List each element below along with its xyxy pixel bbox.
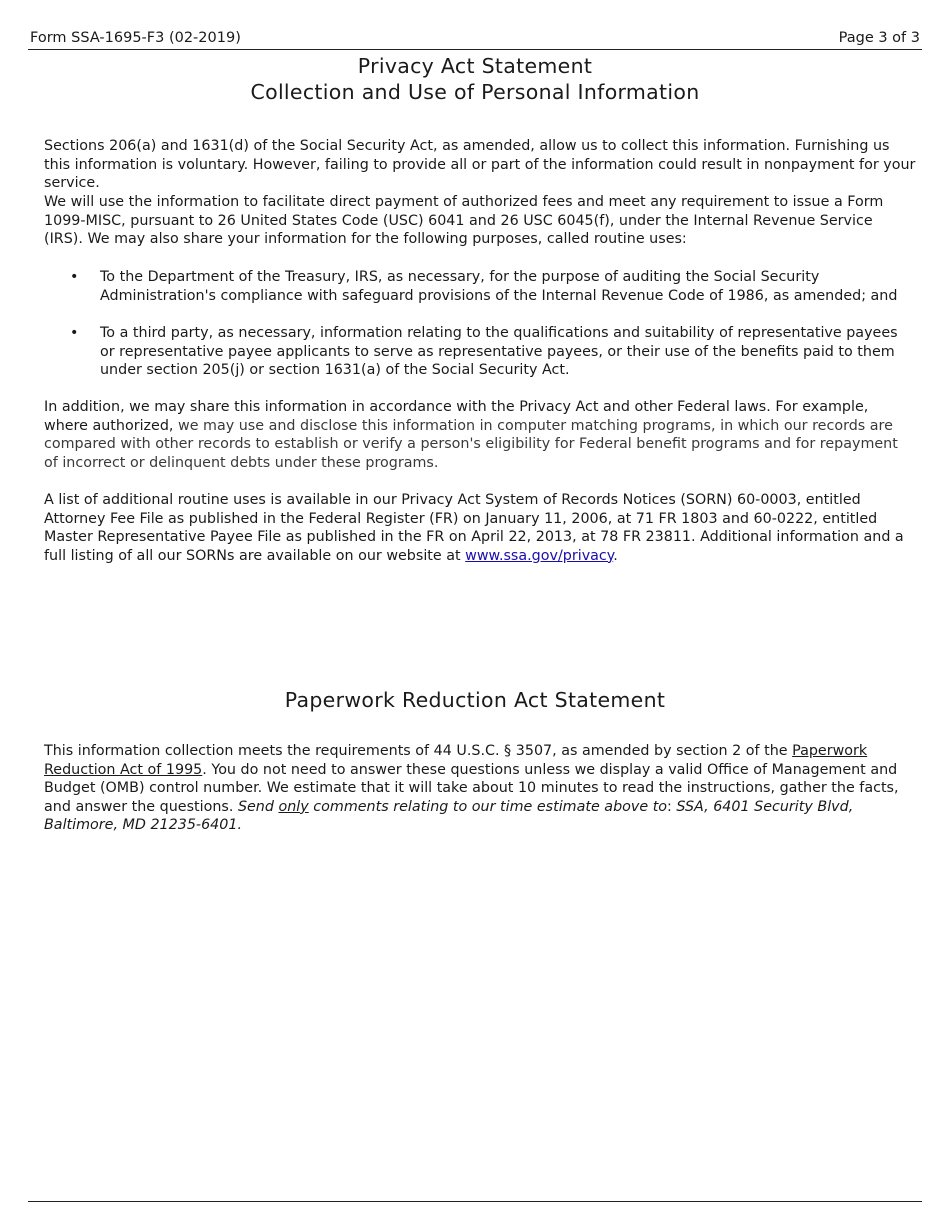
privacy-paragraph-uses: We will use the information to facilitate direct payment of authorized fees and meet any requirement to issue a Form 1099-MISC, pursuant to 26 United States Code (USC) 6041 and 26 USC 6045(f), under the Internal Revenue Service (IRS). We may also share your information for the following purposes, called routine uses: bbox=[44, 194, 884, 248]
paperwork-text-middle: . You do not need to answer these questions unless we display a valid Office of Management and Budget (OMB) control number. We estimate that it will take about 10 minutes to read the instructions, gather the facts, and answer the questions. bbox=[44, 761, 899, 815]
bullet-text: To the Department of the Treasury, IRS, as necessary, for the purpose of auditing the Social Security Administration's compliance with safeguard provisions of the Internal Revenue Code of 1986, as amended; and bbox=[100, 269, 898, 304]
sharing-text-rest: we may use and disclose this information in computer matching programs, in which our records are compared with other records to establish or verify a person's eligibility for Federal benefit programs and for repayment of incorrect or delinquent debts under these programs. bbox=[44, 417, 898, 471]
page-number: Page 3 of 3 bbox=[838, 30, 920, 46]
form-id: Form SSA-1695-F3 (02-2019) bbox=[30, 30, 241, 46]
comments-label: comments relating to our time estimate above to bbox=[308, 798, 668, 815]
privacy-paragraph-sorn bbox=[44, 491, 916, 565]
privacy-link[interactable]: www.ssa.gov/privacy bbox=[465, 547, 614, 564]
paperwork-text-start: This information collection meets the requirements of 44 U.S.C. § 3507, as amended by section 2 of the bbox=[44, 743, 793, 759]
privacy-paragraph-authority: Sections 206(a) and 1631(d) of the Social Security Act, as amended, allow us to collect this information. Furnishing us this information is voluntary. However, failing to provide all or part of the information could result in nonpayment for your service. bbox=[44, 138, 916, 192]
bullet-icon: • bbox=[70, 269, 79, 285]
privacy-subtitle: Collection and Use of Personal Information bbox=[250, 80, 700, 104]
mailing-address: SSA, 6401 Security Blvd, Baltimore, MD 21235-6401. bbox=[44, 798, 854, 834]
paperwork-act-reference: Paperwork Reduction Act of 1995 bbox=[44, 743, 868, 778]
footer-divider bbox=[28, 1201, 922, 1202]
sorn-text: A list of additional routine uses is available in our Privacy Act System of Records Notices (SORN) 60-0003, entitled Attorney Fee File as published in the Federal Register (FR) on January 11, 2006, at 71 FR 1803 and 60-0222, entitled Master Representative Payee File as published in the FR on April 22, 2013, at 78 FR 23811. Additional information and a full listing of all our SORNs are available on our website at bbox=[44, 492, 904, 564]
privacy-title: Privacy Act Statement bbox=[357, 54, 593, 78]
send-label: Send bbox=[237, 798, 279, 815]
paperwork-title: Paperwork Reduction Act Statement bbox=[284, 688, 666, 712]
sorn-text-end: . bbox=[613, 547, 618, 564]
bullet-text: To a third party, as necessary, information relating to the qualifications and suitability of representative payees or representative payee applicants to serve as representative payees, or their use of the benefits paid to them under section 205(j) or section 1631(a) of the Social Security Act. bbox=[100, 325, 898, 379]
paperwork-paragraph bbox=[44, 742, 916, 835]
page-header bbox=[30, 28, 920, 48]
only-emphasis: only bbox=[278, 798, 309, 815]
sharing-text-start: In addition, we may share this information in accordance with the Privacy Act and other Federal laws. For example, where authorized, bbox=[44, 399, 869, 434]
privacy-paragraph-sharing bbox=[44, 398, 916, 472]
address-colon: : bbox=[667, 798, 677, 815]
bullet-icon: • bbox=[70, 325, 79, 341]
header-divider bbox=[28, 49, 922, 50]
